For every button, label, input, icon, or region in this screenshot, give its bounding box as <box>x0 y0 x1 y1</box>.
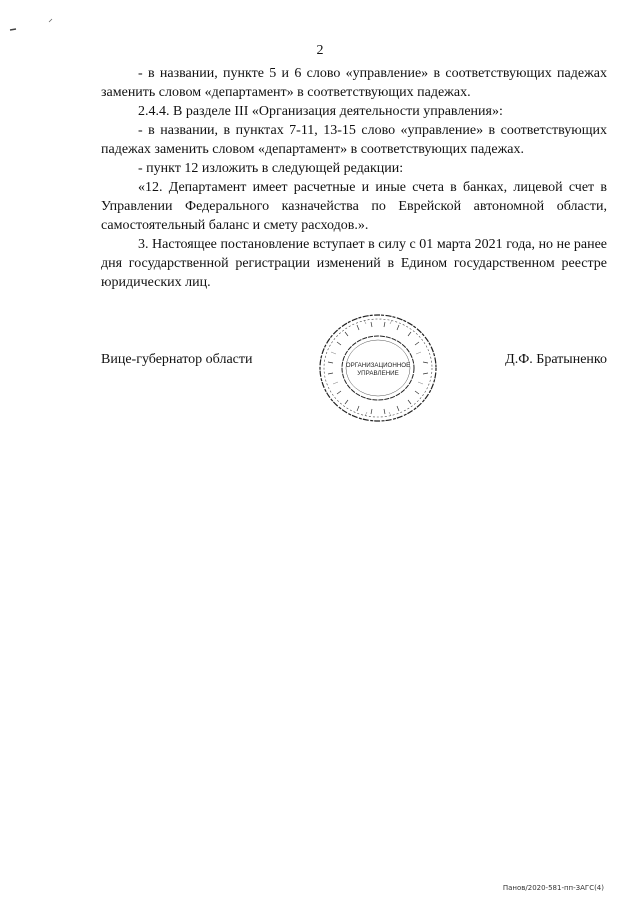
page-number: 2 <box>316 43 324 58</box>
paragraph-effective-date: 3. Настоящее постановление вступает в силу с 01 марта 2021 года, но не ранее дня государственной регистрации изменений в Едином государственном реестре юридических лиц. <box>101 237 607 290</box>
scan-artifact-mark <box>8 14 58 34</box>
paragraph-rename-items: - в названии, в пунктах 7-11, 13-15 слово «управление» в соответствующих падежах заменить словом «департамент» в соответствующих падежах. <box>101 123 607 157</box>
paragraph-item-12-text: «12. Департамент имеет расчетные и иные счета в банках, лицевой счет в Управлении Федерального казначейства по Еврейской автономной области, самостоятельный баланс и смету расходов.». <box>101 180 607 233</box>
official-seal <box>317 312 439 424</box>
paragraph-item-12-intro: - пункт 12 изложить в следующей редакции: <box>138 161 404 176</box>
signer-title: Вице-губернатор области <box>101 352 253 367</box>
footer-document-reference: Панов/2020-581-пп-ЗАГС(4) <box>502 884 604 892</box>
paragraph-rename-clauses: - в названии, пункте 5 и 6 слово «управление» в соответствующих падежах заменить словом «департамент» в соответствующих падежах. <box>101 66 607 100</box>
document-body <box>101 64 607 292</box>
paragraph-section-3: 2.4.4. В разделе III «Организация деятельности управления»: <box>138 104 503 119</box>
seal-text-line1: ОРГАНИЗАЦИОННОЕ <box>345 362 411 369</box>
signer-name: Д.Ф. Братыненко <box>505 352 607 367</box>
seal-text-line2: УПРАВЛЕНИЕ <box>357 370 399 377</box>
